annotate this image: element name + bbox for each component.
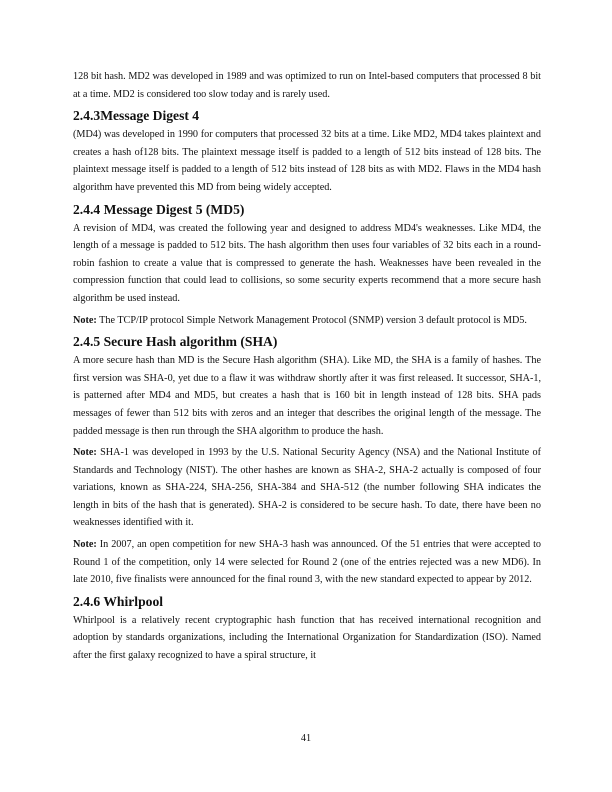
note-text: In 2007, an open competition for new SHA-3 hash was announced. Of the 51 entries that were accepted to Round 1 of the competition, only 14 were selected for Round 2 (one of the entries rejected was a new MD6). In late 2010, five finalists were announced for the final round 3, with the new standard expected to appear by 2012. [73,539,541,586]
sha-note-1 [73,444,541,532]
intro-paragraph: 128 bit hash. MD2 was developed in 1989 and was optimized to run on Intel-based computers that processed 8 bit at a time. MD2 is considered too slow today and is rarely used. [73,71,541,100]
note-label: Note: [73,447,97,459]
note-text: The TCP/IP protocol Simple Network Management Protocol (SNMP) version 3 default protocol is MD5. [96,314,527,326]
sha-paragraph: A more secure hash than MD is the Secure Hash algorithm (SHA). Like MD, the SHA is a family of hashes. The first version was SHA-0, yet due to a flaw it was withdraw shortly after it was first released. It successor, SHA-1, is patterned after MD4 and MD5, but creates a hash that is 160 bit in length instead of 128 bits. SHA pads messages of fewer than 512 bits with zeros and an integer that describes the original length of the message. The padded message is then run through the SHA algorithm to produce the hash. [73,355,541,437]
sha-note-2 [73,536,541,589]
section-heading-md4: 2.4.3Message Digest 4 [73,108,200,124]
note-label: Note: [73,539,97,551]
section-heading-sha: 2.4.5 Secure Hash algorithm (SHA) [73,334,278,350]
whirlpool-paragraph: Whirlpool is a relatively recent cryptographic hash function that has received international recognition and adoption by standards organizations, including the International Organization for Standardization (ISO). Named after the first galaxy recognized to have a spiral structure, it [73,614,541,662]
section-heading-whirlpool: 2.4.6 Whirlpool [73,593,164,609]
document-page [73,68,541,669]
note-text: SHA-1 was developed in 1993 by the U.S. National Security Agency (NSA) and the National Institute of Standards and Technology (NIST). The other hashes are known as SHA-2, SHA-2 actually is composed of four variations, known as SHA-224, SHA-256, SHA-384 and SHA-512 (the number following SHA indicates the length in bits of the hash that is generated). SHA-2 is considered to be secure hash. To date, there have been no weaknesses identified with it. [73,447,541,529]
note-label: Note: [73,314,97,326]
md5-paragraph: A revision of MD4, was created the following year and designed to address MD4's weaknesses. Like MD4, the length of a message is padded to 512 bits. The hash algorithm then uses four variables of 32 bits each in a round-robin fashion to create a value that is compressed to generate the hash. Weaknesses have been revealed in the compression function that could lead to collisions, so some security experts recommend that a more secure hash algorithm be used instead. [73,222,541,304]
page-number: 41 [300,733,312,744]
md5-note [73,312,541,330]
section-heading-md5: 2.4.4 Message Digest 5 (MD5) [73,201,245,217]
md4-paragraph: (MD4) was developed in 1990 for computers that processed 32 bits at a time. Like MD2, MD4 takes plaintext and creates a hash of128 bits. The plaintext message itself is padded to a length of 512 bits instead of 128 bits. The plaintext message itself is padded to a length of 512 bits instead of 128 bits as with MD2. Flaws in the MD4 hash algorithm have prevented this MD from being widely accepted. [73,129,541,193]
